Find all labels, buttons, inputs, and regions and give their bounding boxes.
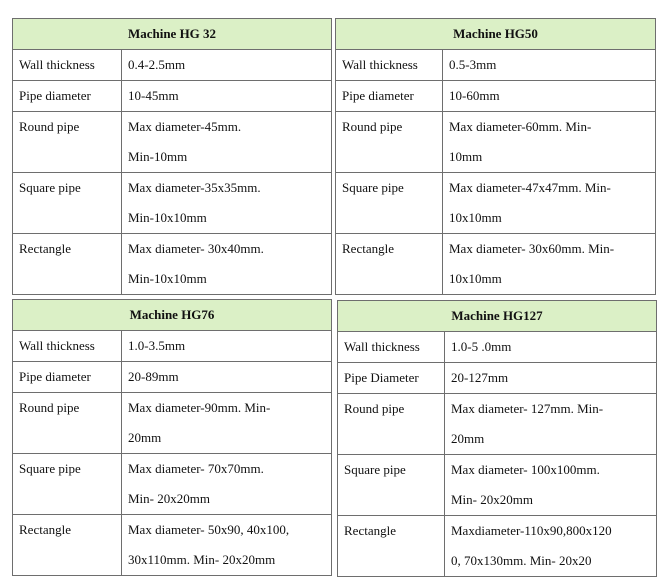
row-label: Pipe Diameter bbox=[338, 363, 445, 394]
row-value: Max diameter-47x47mm. Min- 10x10mm bbox=[443, 173, 656, 234]
spec-table-hg32 bbox=[12, 18, 332, 295]
row-value: 10-60mm bbox=[443, 81, 656, 112]
row-label: Round pipe bbox=[13, 393, 122, 454]
table-title: Machine HG50 bbox=[336, 19, 656, 50]
row-value: Max diameter- 30x60mm. Min- 10x10mm bbox=[443, 234, 656, 295]
row-value: Max diameter- 50x90, 40x100, 30x110mm. Min- 20x20mm bbox=[122, 515, 332, 576]
row-value: Max diameter- 100x100mm. Min- 20x20mm bbox=[445, 455, 657, 516]
row-value: Max diameter-90mm. Min- 20mm bbox=[122, 393, 332, 454]
row-value: 10-45mm bbox=[122, 81, 332, 112]
row-value: 20-89mm bbox=[122, 362, 332, 393]
spec-table-hg50 bbox=[335, 18, 656, 295]
row-label: Rectangle bbox=[338, 516, 445, 577]
row-value: 0.5-3mm bbox=[443, 50, 656, 81]
row-label: Square pipe bbox=[338, 455, 445, 516]
row-value: Max diameter-45mm. Min-10mm bbox=[122, 112, 332, 173]
row-value: Maxdiameter-110x90,800x120 0, 70x130mm. Min- 20x20 bbox=[445, 516, 657, 577]
row-label: Pipe diameter bbox=[336, 81, 443, 112]
row-value: 1.0-5 .0mm bbox=[445, 332, 657, 363]
row-value: Max diameter- 70x70mm. Min- 20x20mm bbox=[122, 454, 332, 515]
row-label: Wall thickness bbox=[13, 331, 122, 362]
table-title: Machine HG 32 bbox=[13, 19, 332, 50]
row-label: Wall thickness bbox=[13, 50, 122, 81]
row-label: Wall thickness bbox=[336, 50, 443, 81]
table-title: Machine HG127 bbox=[338, 301, 657, 332]
row-label: Rectangle bbox=[336, 234, 443, 295]
row-value: Max diameter- 30x40mm. Min-10x10mm bbox=[122, 234, 332, 295]
row-value: 20-127mm bbox=[445, 363, 657, 394]
row-label: Round pipe bbox=[13, 112, 122, 173]
row-label: Rectangle bbox=[13, 234, 122, 295]
row-label: Round pipe bbox=[338, 394, 445, 455]
row-label: Square pipe bbox=[336, 173, 443, 234]
table-title: Machine HG76 bbox=[13, 300, 332, 331]
spec-table-hg76 bbox=[12, 299, 332, 576]
row-value: Max diameter- 127mm. Min- 20mm bbox=[445, 394, 657, 455]
row-value: 0.4-2.5mm bbox=[122, 50, 332, 81]
row-label: Pipe diameter bbox=[13, 362, 122, 393]
row-value: Max diameter-60mm. Min- 10mm bbox=[443, 112, 656, 173]
row-label: Wall thickness bbox=[338, 332, 445, 363]
row-label: Square pipe bbox=[13, 173, 122, 234]
row-label: Rectangle bbox=[13, 515, 122, 576]
row-value: Max diameter-35x35mm. Min-10x10mm bbox=[122, 173, 332, 234]
row-label: Square pipe bbox=[13, 454, 122, 515]
row-value: 1.0-3.5mm bbox=[122, 331, 332, 362]
row-label: Round pipe bbox=[336, 112, 443, 173]
spec-table-hg127 bbox=[337, 300, 657, 577]
row-label: Pipe diameter bbox=[13, 81, 122, 112]
